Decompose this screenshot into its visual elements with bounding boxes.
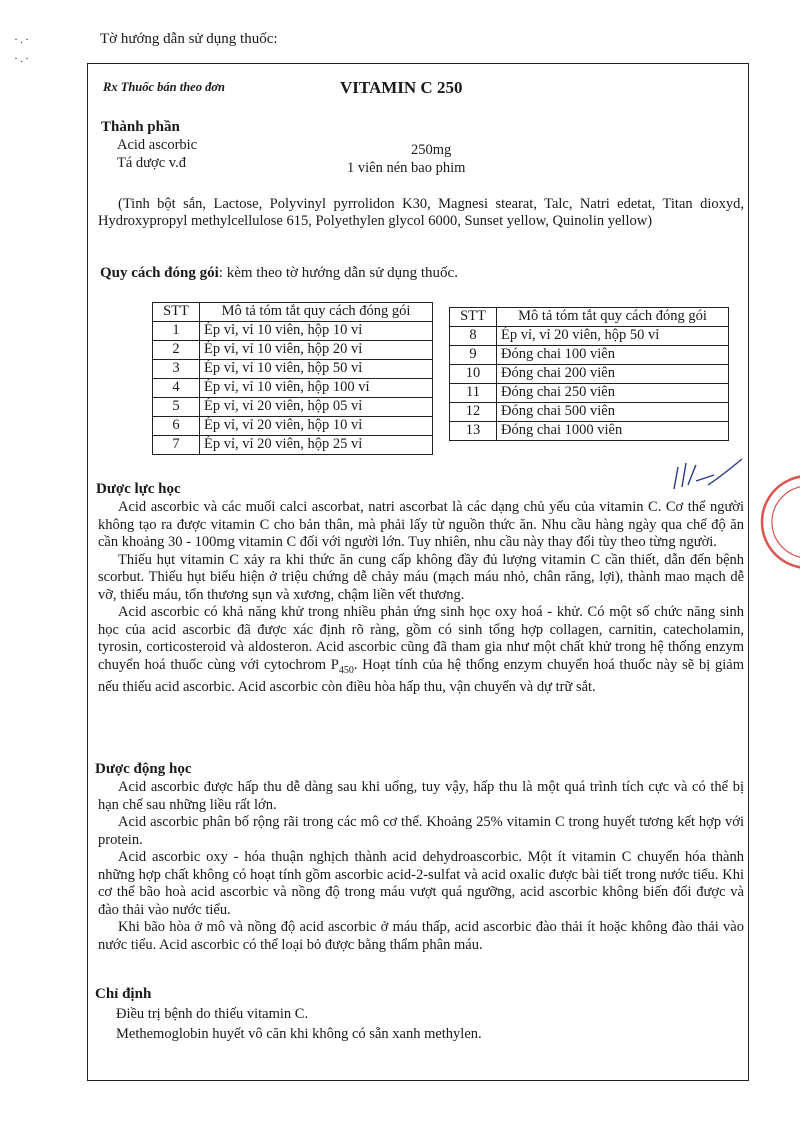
ingredient-amount-1: 250mg bbox=[411, 142, 452, 158]
table-row bbox=[153, 379, 433, 398]
col-header-stt: STT bbox=[450, 308, 497, 327]
pharmacodynamics-body bbox=[98, 499, 744, 696]
pharmacokinetics-p1: Acid ascorbic được hấp thu dễ dàng sau khi uống, tuy vậy, hấp thu là một quá trình tích cực và có thể bị hạn chế sau những liều rất lớn. bbox=[98, 779, 744, 813]
cell-desc: Đóng chai 500 viên bbox=[497, 403, 729, 422]
excipients-text: (Tinh bột sắn, Lactose, Polyvinyl pyrrolidon K30, Magnesi stearat, Talc, Natri edetat, Titan dioxyd, Hydroxypropyl methylcellulose 615, Polyethylen glycol 6000, Sunset yellow, Quinolin yellow) bbox=[98, 196, 744, 229]
pharmacodynamics-p2: Thiếu hụt vitamin C xảy ra khi thức ăn cung cấp không đầy đủ lượng vitamin C cần thiết, dẫn đến bệnh scorbut. Thiếu hụt biểu hiện ở triệu chứng dễ chảy máu (mạch máu nhỏ, chân răng, lợi), thành mao mạch dễ vỡ, thiếu máu, tổn thương sụn và xương, chậm liền vết thương. bbox=[98, 551, 744, 603]
table-header-row bbox=[153, 303, 433, 322]
packaging-heading: Quy cách đóng gói bbox=[100, 265, 219, 281]
rx-label: Rx Thuốc bán theo đơn bbox=[103, 80, 226, 94]
col-header-stt: STT bbox=[153, 303, 200, 322]
indications-list bbox=[116, 1004, 482, 1044]
packaging-line bbox=[100, 264, 458, 282]
cell-desc: Ép vỉ, vỉ 10 viên, hộp 100 vỉ bbox=[200, 379, 433, 398]
cell-desc: Đóng chai 100 viên bbox=[497, 346, 729, 365]
cell-desc: Ép vỉ, vỉ 10 viên, hộp 20 vỉ bbox=[200, 341, 433, 360]
pharmacokinetics-p2: Acid ascorbic phân bố rộng rãi trong các mô cơ thể. Khoảng 25% vitamin C trong huyết tương kết hợp với protein. bbox=[98, 814, 744, 848]
packaging-text: : kèm theo tờ hướng dẫn sử dụng thuốc. bbox=[218, 265, 458, 281]
table-row bbox=[450, 365, 729, 384]
pharmacokinetics-p3: Acid ascorbic oxy - hóa thuận nghịch thành acid dehydroascorbic. Một ít vitamin C chuyển hóa thành những hợp chất không có hoạt tính gồm ascorbic acid-2-sulfat và acid oxalic được bài tiết trong nước tiểu. Khi cơ thể bão hoà acid ascorbic và nồng độ trong máu vượt quá ngưỡng, acid ascorbic không biến đổi được và đào thải vào nước tiểu. bbox=[98, 849, 744, 918]
cell-stt: 7 bbox=[153, 436, 200, 455]
cell-desc: Ép vỉ, vỉ 20 viên, hộp 10 vỉ bbox=[200, 417, 433, 436]
official-stamp bbox=[760, 462, 800, 582]
table-row bbox=[450, 327, 729, 346]
cell-stt: 3 bbox=[153, 360, 200, 379]
cell-stt: 8 bbox=[450, 327, 497, 346]
table-row bbox=[450, 384, 729, 403]
scan-dots: ·.· ·.· bbox=[14, 32, 31, 66]
indication-item: Điều trị bệnh do thiếu vitamin C. bbox=[116, 1006, 309, 1022]
pharmacokinetics-heading: Dược động học bbox=[95, 761, 192, 777]
pharmacokinetics-body bbox=[98, 779, 744, 954]
pharmacokinetics-p4: Khi bão hòa ở mô và nồng độ acid ascorbic ở máu thấp, acid ascorbic đào thải ít hoặc không đào thải vào nước tiểu. Acid ascorbic có thể loại bỏ được bằng thẩm phân máu. bbox=[98, 919, 744, 953]
table-row bbox=[450, 403, 729, 422]
cell-stt: 2 bbox=[153, 341, 200, 360]
packaging-table-right bbox=[449, 307, 729, 441]
cell-desc: Ép vỉ, vỉ 10 viên, hộp 50 vỉ bbox=[200, 360, 433, 379]
header-note: Tờ hướng dẫn sử dụng thuốc: bbox=[100, 31, 278, 47]
cell-stt: 13 bbox=[450, 422, 497, 441]
cell-stt: 1 bbox=[153, 322, 200, 341]
document-title: VITAMIN C 250 bbox=[340, 78, 463, 97]
table-row bbox=[153, 417, 433, 436]
ingredient-name-2: Tá dược v.đ bbox=[117, 155, 186, 171]
pharmacodynamics-p3: Acid ascorbic có khả năng khử trong nhiều phản ứng sinh học oxy hoá - khử. Có một số chức năng sinh học của acid ascorbic đã được xác định rõ ràng, gồm có sinh tổng hợp collagen, carnitin, catecholamin, tyrosin, corticosteroid và aldosteron. Acid ascorbic cũng đã tham gia như một chất khử trong hệ thống enzym chuyển hoá thuốc cùng với cytochrom $P_{450}$. Hoạt tính của hệ thống enzym chuyển hoá thuốc này sẽ bị giảm nếu thiếu acid ascorbic. Acid ascorbic còn điều hòa hấp thu, vận chuyển và dự trữ sắt. bbox=[98, 604, 744, 695]
table-row bbox=[153, 341, 433, 360]
table-row bbox=[153, 360, 433, 379]
composition-heading: Thành phần bbox=[101, 119, 180, 135]
pharmacodynamics-p1: Acid ascorbic và các muối calci ascorbat, natri ascorbat là các dạng chủ yếu của vitamin C. Cơ thể người không tạo ra được vitamin C cho bản thân, mà phải lấy từ nguồn thức ăn. Nhu cầu hàng ngày qua chế độ ăn cần khoảng 30 - 100mg vitamin C đối với người lớn. Tuy nhiên, nhu cầu này thay đổi tùy theo từng người. bbox=[98, 499, 744, 550]
table-row bbox=[153, 436, 433, 455]
cell-stt: 5 bbox=[153, 398, 200, 417]
packaging-table-left bbox=[152, 302, 433, 455]
table-row bbox=[153, 322, 433, 341]
cell-stt: 11 bbox=[450, 384, 497, 403]
cell-desc: Ép vỉ, vỉ 20 viên, hộp 05 vỉ bbox=[200, 398, 433, 417]
col-header-desc: Mô tả tóm tắt quy cách đóng gói bbox=[497, 308, 729, 327]
table-row bbox=[450, 346, 729, 365]
cell-stt: 10 bbox=[450, 365, 497, 384]
cell-desc: Đóng chai 1000 viên bbox=[497, 422, 729, 441]
indications-heading: Chỉ định bbox=[95, 986, 152, 1002]
cell-stt: 6 bbox=[153, 417, 200, 436]
ingredient-amount-2: 1 viên nén bao phim bbox=[347, 160, 466, 176]
table-header-row bbox=[450, 308, 729, 327]
col-header-desc: Mô tả tóm tắt quy cách đóng gói bbox=[200, 303, 433, 322]
ingredient-name-1: Acid ascorbic bbox=[117, 137, 198, 153]
signature-scribble bbox=[668, 455, 748, 495]
cell-desc: Đóng chai 200 viên bbox=[497, 365, 729, 384]
cell-desc: Ép vỉ, vỉ 10 viên, hộp 10 vỉ bbox=[200, 322, 433, 341]
cell-desc: Ép vỉ, vỉ 20 viên, hộp 25 vỉ bbox=[200, 436, 433, 455]
cell-desc: Ép vỉ, vỉ 20 viên, hộp 50 vỉ bbox=[497, 327, 729, 346]
cell-stt: 12 bbox=[450, 403, 497, 422]
cell-stt: 9 bbox=[450, 346, 497, 365]
pharmacodynamics-heading: Dược lực học bbox=[96, 481, 181, 497]
table-row bbox=[450, 422, 729, 441]
cell-desc: Đóng chai 250 viên bbox=[497, 384, 729, 403]
cell-stt: 4 bbox=[153, 379, 200, 398]
indication-item: Methemoglobin huyết vô căn khi không có sẵn xanh methylen. bbox=[116, 1026, 482, 1042]
table-row bbox=[153, 398, 433, 417]
